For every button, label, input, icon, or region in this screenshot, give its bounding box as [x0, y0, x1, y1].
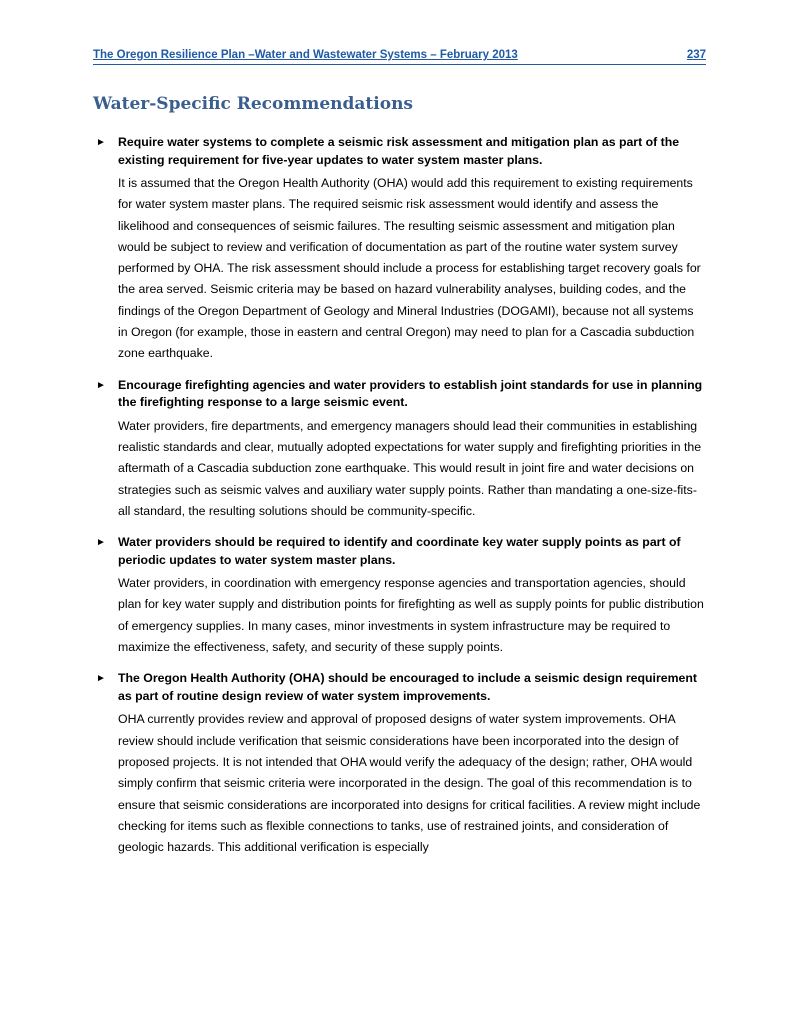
bullet-arrow-icon: ►	[96, 379, 106, 391]
recommendation-item	[96, 377, 706, 522]
recommendation-item	[96, 134, 706, 365]
bullet-arrow-icon: ►	[96, 537, 106, 549]
recommendation-item	[96, 534, 706, 658]
recommendation-heading: Encourage firefighting agencies and water providers to establish joint standards for use in planning the firefighting response to a large seismic event.	[118, 377, 703, 410]
section-title: Water-Specific Recommendations	[93, 94, 413, 114]
recommendation-heading: Water providers should be required to identify and coordinate key water supply points as part of periodic updates to water system master plans.	[118, 535, 681, 567]
page-number: 237	[686, 49, 706, 61]
page-header	[93, 48, 706, 65]
recommendation-body: Water providers, fire departments, and emergency managers should lead their communities in establishing realistic standards and clear, mutually adopted expectations for water supply and firefighting priorities in the aftermath of a Cascadia subduction zone earthquake. This would result in joint fire and water decisions on strategies such as seismic valves and auxiliary water supply points. Rather than mandating a one-size-fits-all standard, the resulting solutions should be community-specific.	[118, 418, 702, 518]
recommendation-heading: The Oregon Health Authority (OHA) should be encouraged to include a seismic design requirement as part of routine design review of water system improvements.	[118, 671, 697, 703]
recommendation-body: It is assumed that the Oregon Health Authority (OHA) would add this requirement to existing requirements for water system master plans. The required seismic risk assessment would identify and assess the likelihood and consequences of seismic failures. The resulting seismic assessment and mitigation plan would be subject to review and verification of documentation as part of the routine water system survey performed by OHA. The risk assessment should include a process for establishing target recovery goals for the area served. Seismic criteria may be based on hazard vulnerability analyses, building codes, and the findings of the Oregon Department of Geology and Mineral Industries (DOGAMI), because not all systems in Oregon (for example, those in eastern and central Oregon) may need to plan for a Cascadia subduction zone earthquake.	[118, 176, 701, 361]
bullet-arrow-icon: ►	[96, 673, 106, 685]
recommendation-body: OHA currently provides review and approval of proposed designs of water system improvements. OHA review should include verification that seismic considerations have been incorporated into the design of proposed projects. It is not intended that OHA would verify the adequacy of the design; rather, OHA would simply confirm that seismic criteria were incorporated in the design. The goal of this recommendation is to ensure that seismic considerations are incorporated into designs for critical facilities. A review might include checking for items such as flexible connections to tanks, use of restrained joints, and consideration of geologic hazards. This additional verification is especially	[118, 712, 701, 855]
recommendation-item	[96, 670, 706, 858]
bullet-arrow-icon: ►	[96, 137, 106, 148]
document-title: The Oregon Resilience Plan –Water and Wastewater Systems – February 2013	[93, 49, 518, 61]
recommendations-list	[96, 134, 706, 870]
recommendation-heading: Require water systems to complete a seismic risk assessment and mitigation plan as part of the existing requirement for five-year updates to water system master plans.	[118, 135, 680, 167]
recommendation-body: Water providers, in coordination with emergency response agencies and transportation agencies, should plan for key water supply and distribution points for firefighting as well as supply points for public distribution of emergency supplies. In many cases, minor investments in system infrastructure may be required to maximize the effectiveness, safety, and security of these supply points.	[118, 576, 704, 655]
